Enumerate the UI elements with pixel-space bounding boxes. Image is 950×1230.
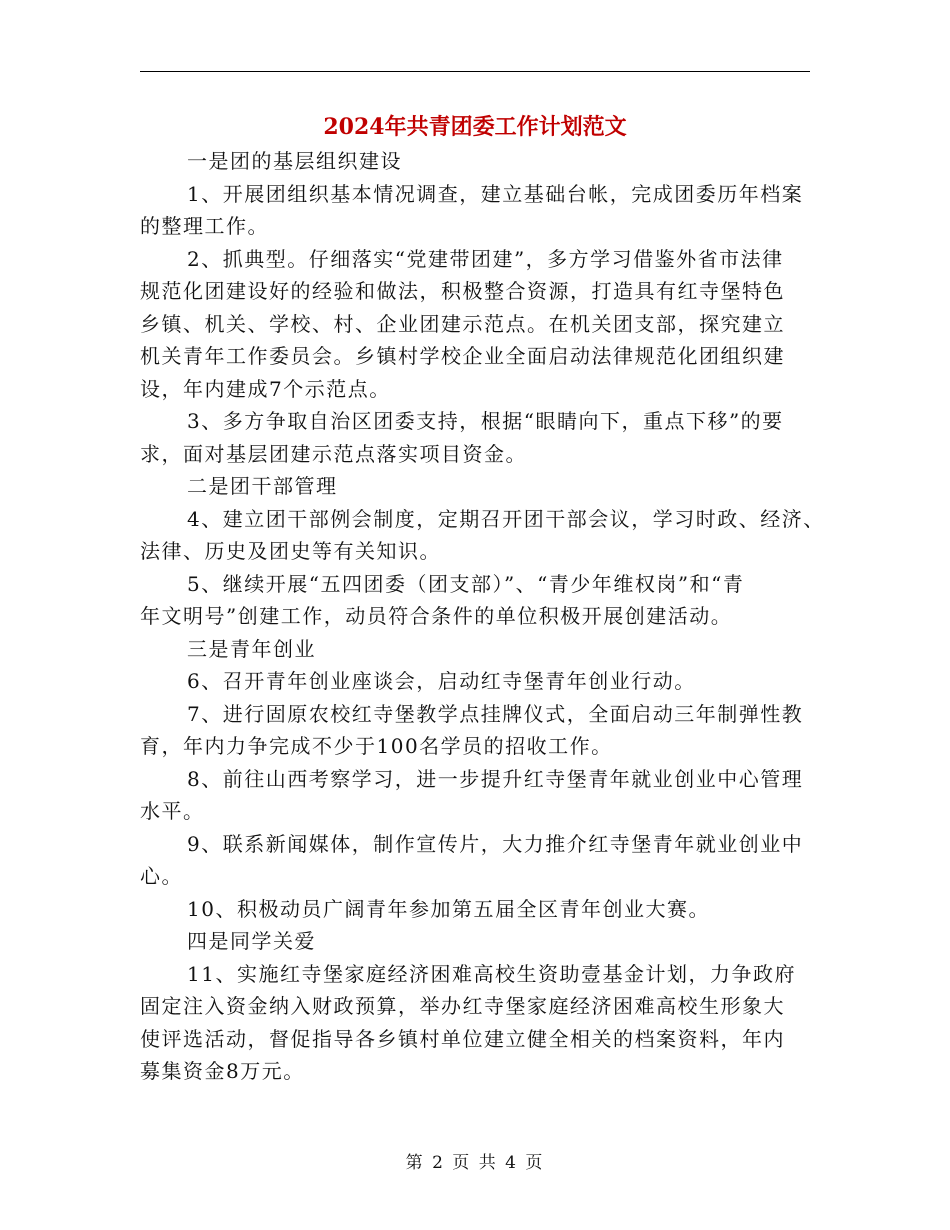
text-line: 5、继续开展“五四团委（团支部）”、“青少年维权岗”和“青 [187, 571, 745, 596]
text-line: 育，年内力争完成不少于100名学员的招收工作。 [140, 734, 613, 758]
document-title: 2024年共青团委工作计划范文 [323, 114, 627, 140]
text-line: 设，年内建成7个示范点。 [140, 376, 391, 401]
text-line: 三是青年创业 [187, 636, 316, 661]
text-line: 法律、历史及团史等有关知识。 [140, 539, 441, 563]
text-line: 4、建立团干部例会制度，定期召开团干部会议，学习时政、经济、 [187, 506, 825, 531]
text-line: 一是团的基层组织建设 [187, 149, 402, 173]
header-rule [140, 71, 810, 72]
text-line: 10、积极动员广阔青年参加第五届全区青年创业大赛。 [187, 896, 710, 921]
text-line: 11、实施红寺堡家庭经济困难高校生资助壹基金计划，力争政府 [187, 961, 796, 986]
text-line: 机关青年工作委员会。乡镇村学校企业全面启动法律规范化团组织建 [140, 344, 785, 368]
text-line: 6、召开青年创业座谈会，启动红寺堡青年创业行动。 [187, 669, 696, 693]
text-line: 募集资金8万元。 [140, 1059, 305, 1083]
text-line: 固定注入资金纳入财政预算，举办红寺堡家庭经济困难高校生形象大 [140, 994, 785, 1018]
text-line: 使评选活动，督促指导各乡镇村单位建立健全相关的档案资料，年内 [140, 1026, 785, 1051]
text-line: 8、前往山西考察学习，进一步提升红寺堡青年就业创业中心管理 [187, 766, 804, 791]
text-line: 四是同学关爱 [187, 929, 316, 953]
text-line: 1、开展团组织基本情况调查，建立基础台帐，完成团委历年档案 [187, 181, 804, 206]
text-line: 水平。 [140, 799, 205, 823]
text-line: 的整理工作。 [140, 214, 269, 238]
text-line: 7、进行固原农校红寺堡教学点挂牌仪式，全面启动三年制弹性教 [187, 701, 804, 726]
text-line: 二是团干部管理 [187, 474, 338, 498]
page-number: 第 2 页 共 4 页 [405, 1153, 545, 1173]
text-line: 2、抓典型。仔细落实“党建带团建”，多方学习借鉴外省市法律 [187, 246, 784, 271]
text-line: 9、联系新闻媒体，制作宣传片，大力推介红寺堡青年就业创业中 [187, 831, 804, 856]
text-line: 心。 [140, 864, 183, 888]
text-line: 乡镇、机关、学校、村、企业团建示范点。在机关团支部，探究建立 [140, 311, 785, 336]
document-body [140, 145, 825, 1088]
text-line: 年文明号”创建工作，动员符合条件的单位积极开展创建活动。 [140, 604, 733, 628]
text-line: 规范化团建设好的经验和做法，积极整合资源，打造具有红寺堡特色 [140, 279, 785, 303]
text-line: 3、多方争取自治区团委支持，根据“眼睛向下，重点下移”的要 [187, 409, 784, 433]
text-line: 求，面对基层团建示范点落实项目资金。 [140, 441, 527, 466]
